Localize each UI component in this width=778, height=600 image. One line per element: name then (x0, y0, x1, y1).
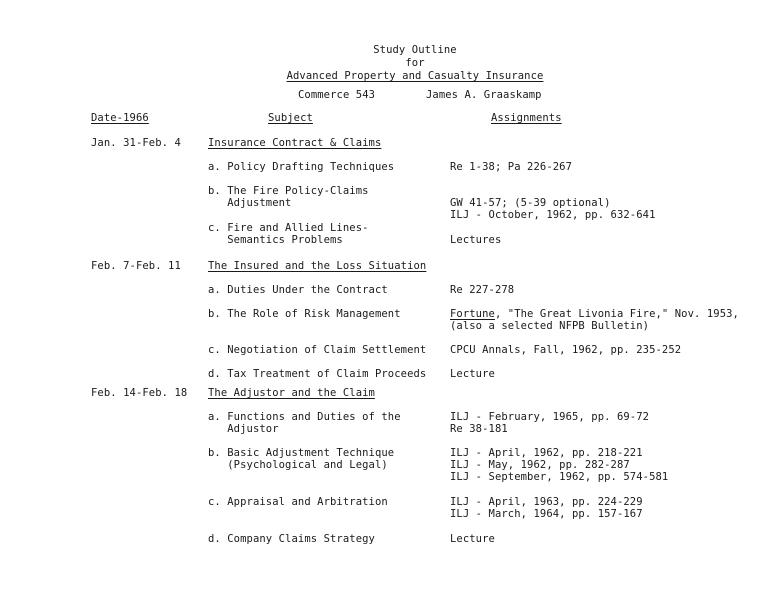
item-subject-cont: Adjustor (208, 423, 279, 435)
item-assignment: Re 38-181 (450, 423, 508, 435)
item-subject: c. Appraisal and Arbitration (208, 496, 388, 508)
item-subject-cont: (Psychological and Legal) (208, 459, 388, 471)
course-number: Commerce 543 (298, 89, 376, 101)
item-assignment: ILJ - October, 1962, pp. 632-641 (450, 209, 656, 221)
item-subject: a. Policy Drafting Techniques (208, 161, 395, 173)
section-date: Feb. 7-Feb. 11 (91, 260, 181, 272)
item-assignment: ILJ - May, 1962, pp. 282-287 (450, 459, 630, 471)
section-heading: The Insured and the Loss Situation (208, 260, 427, 272)
section-heading: The Adjustor and the Claim (208, 387, 375, 399)
item-assignment: ILJ - April, 1962, pp. 218-221 (450, 447, 643, 459)
item-assignment: Lecture (450, 368, 495, 380)
item-subject: b. The Role of Risk Management (208, 308, 401, 320)
item-assignment: Lectures (450, 234, 502, 246)
item-assignment: ILJ - April, 1963, pp. 224-229 (450, 496, 643, 508)
item-subject: c. Negotiation of Claim Settlement (208, 344, 427, 356)
item-assignment: ILJ - March, 1964, pp. 157-167 (450, 508, 643, 520)
item-subject: b. Basic Adjustment Technique (208, 447, 395, 459)
item-assignment: Lecture (450, 533, 495, 545)
item-assignment (450, 308, 739, 320)
item-subject: d. Tax Treatment of Claim Proceeds (208, 368, 427, 380)
item-subject: a. Duties Under the Contract (208, 284, 388, 296)
item-subject: d. Company Claims Strategy (208, 533, 375, 545)
item-assignment: ILJ - September, 1962, pp. 574-581 (450, 471, 669, 483)
item-subject-cont: Semantics Problems (208, 234, 343, 246)
section-heading: Insurance Contract & Claims (208, 137, 382, 149)
item-assignment: GW 41-57; (5-39 optional) (450, 197, 611, 209)
item-subject: c. Fire and Allied Lines- (208, 222, 369, 234)
column-header-subject: Subject (268, 112, 313, 124)
column-header-assignments: Assignments (491, 112, 562, 124)
instructor-name: James A. Graaskamp (426, 89, 542, 101)
fortune-magazine-title: Fortune (450, 308, 495, 320)
course-title: Advanced Property and Casualty Insurance (286, 70, 544, 82)
page-title: Study Outline (373, 44, 457, 56)
item-assignment: (also a selected NFPB Bulletin) (450, 320, 650, 332)
item-subject: b. The Fire Policy-Claims (208, 185, 369, 197)
item-subject-cont: Adjustment (208, 197, 292, 209)
item-assignment: CPCU Annals, Fall, 1962, pp. 235-252 (450, 344, 682, 356)
column-header-date: Date-1966 (91, 112, 149, 124)
title-for: for (405, 57, 425, 69)
section-date: Jan. 31-Feb. 4 (91, 137, 181, 149)
item-assignment: Re 227-278 (450, 284, 515, 296)
section-date: Feb. 14-Feb. 18 (91, 387, 188, 399)
item-assignment: ILJ - February, 1965, pp. 69-72 (450, 411, 650, 423)
item-assignment-rest: , "The Great Livonia Fire," Nov. 1953, (494, 308, 739, 320)
item-subject: a. Functions and Duties of the (208, 411, 401, 423)
item-assignment: Re 1-38; Pa 226-267 (450, 161, 573, 173)
